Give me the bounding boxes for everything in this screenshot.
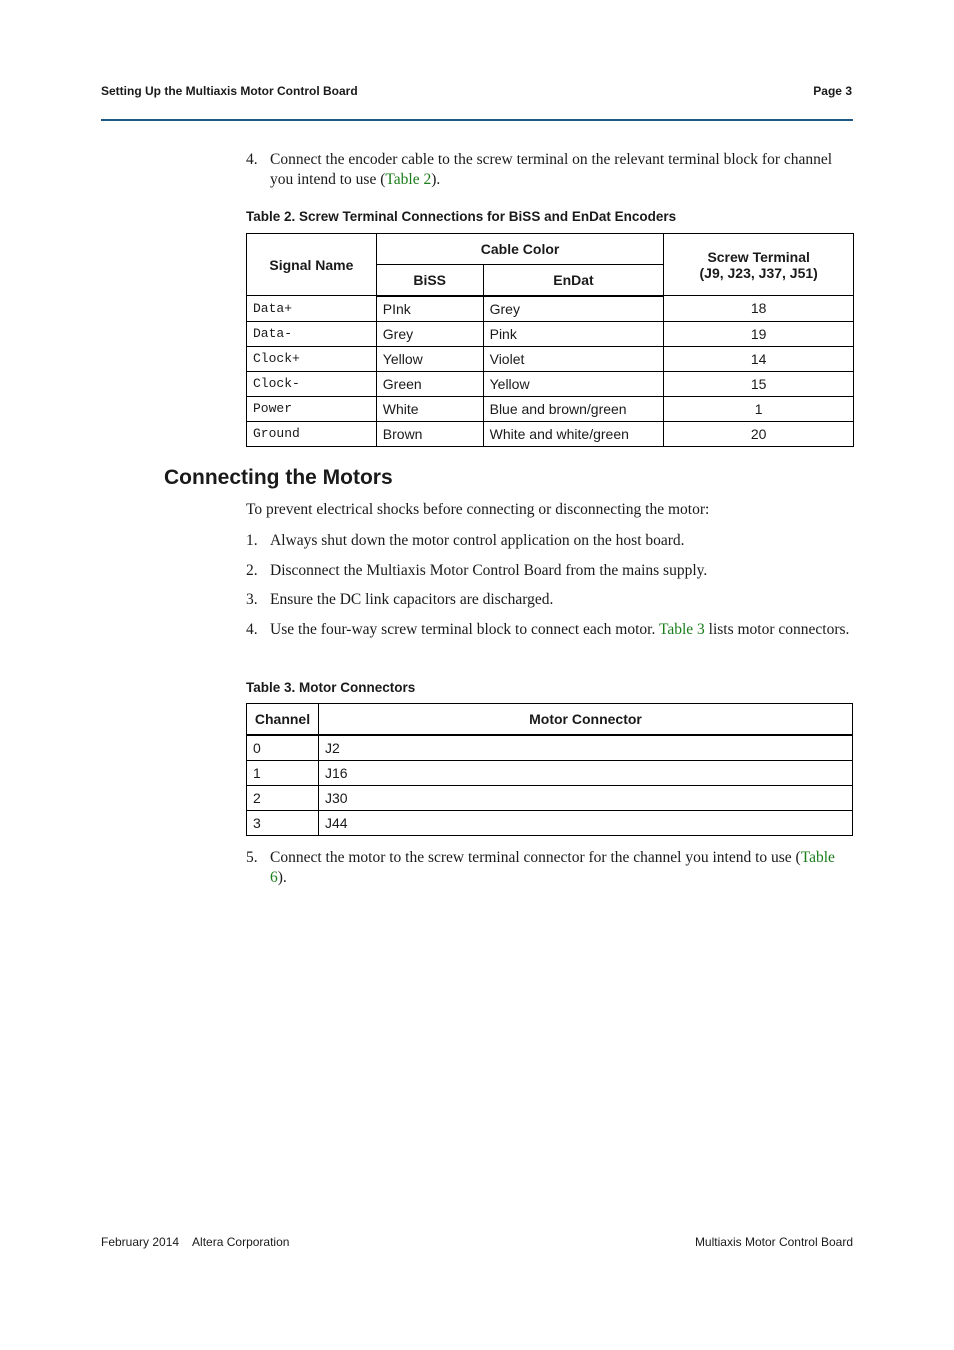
step-text: Use the four-way screw terminal block to connect each motor. Table 3 lists motor connectors. — [270, 621, 850, 638]
endat-cell: Violet — [483, 346, 664, 371]
section-heading: Connecting the Motors — [164, 466, 393, 489]
motor-step-3 — [246, 590, 853, 610]
signal-cell: Clock- — [247, 371, 377, 396]
table-row — [247, 735, 853, 761]
header-cable-color: Cable Color — [376, 234, 664, 265]
table-row — [247, 810, 853, 835]
motor-step-2 — [246, 561, 853, 581]
biss-cell: Grey — [376, 321, 483, 346]
footer-company: Altera Corporation — [192, 1235, 290, 1249]
channel-cell: 0 — [247, 735, 319, 761]
terminal-cell: 15 — [664, 371, 854, 396]
endat-cell: White and white/green — [483, 421, 664, 446]
channel-cell: 1 — [247, 760, 319, 785]
biss-cell: Green — [376, 371, 483, 396]
biss-cell: Yellow — [376, 346, 483, 371]
connector-cell: J16 — [318, 760, 852, 785]
screw-terminal-table — [246, 233, 854, 447]
header-divider — [101, 119, 853, 121]
channel-cell: 2 — [247, 785, 319, 810]
signal-cell: Data+ — [247, 296, 377, 322]
table-row — [247, 321, 854, 346]
terminal-cell: 14 — [664, 346, 854, 371]
footer-date: February 2014 — [101, 1235, 180, 1249]
endat-cell: Grey — [483, 296, 664, 322]
motor-step-4 — [246, 620, 853, 640]
step-text: Connect the encoder cable to the screw terminal on the relevant terminal block for channel you intend to use (Table 2). — [270, 151, 833, 188]
biss-cell: White — [376, 396, 483, 421]
header-endat: EnDat — [483, 265, 664, 296]
biss-cell: Brown — [376, 421, 483, 446]
channel-cell: 3 — [247, 810, 319, 835]
encoder-step-4 — [246, 150, 853, 190]
signal-cell: Ground — [247, 421, 377, 446]
endat-cell: Blue and brown/green — [483, 396, 664, 421]
motor-connectors-table — [246, 703, 853, 836]
motor-step-1 — [246, 531, 853, 551]
footer-left — [101, 1235, 289, 1249]
endat-cell: Yellow — [483, 371, 664, 396]
step-number: 4. — [246, 621, 258, 638]
table-row — [247, 785, 853, 810]
table-row — [247, 296, 854, 322]
table-2-link[interactable]: Table 2 — [385, 171, 432, 188]
header-channel: Channel — [247, 704, 319, 735]
table-6-link[interactable]: Table 6 — [270, 849, 835, 886]
step-text: Connect the motor to the screw terminal connector for the channel you intend to use (Table 6). — [270, 849, 835, 886]
motor-step-5 — [246, 848, 853, 888]
terminal-cell: 18 — [664, 296, 854, 322]
header-biss: BiSS — [376, 265, 483, 296]
table-3-link[interactable]: Table 3 — [658, 621, 705, 638]
footer-doc-title: Multiaxis Motor Control Board — [694, 1235, 853, 1249]
header-motor-connector: Motor Connector — [318, 704, 852, 735]
signal-cell: Power — [247, 396, 377, 421]
step-text: Ensure the DC link capacitors are discharged. — [270, 591, 554, 608]
step-number: 5. — [246, 849, 258, 866]
step-number: 4. — [246, 151, 258, 168]
table-row — [247, 396, 854, 421]
signal-cell: Clock+ — [247, 346, 377, 371]
header-signal-name: Signal Name — [247, 234, 377, 296]
step-number: 1. — [246, 532, 258, 549]
step-text: Always shut down the motor control application on the host board. — [270, 532, 685, 549]
step-number: 2. — [246, 562, 258, 579]
table-2-caption: Table 2. Screw Terminal Connections for BiSS and EnDat Encoders — [246, 209, 677, 224]
biss-cell: PInk — [376, 296, 483, 322]
connector-cell: J2 — [318, 735, 852, 761]
connector-cell: J44 — [318, 810, 852, 835]
terminal-cell: 20 — [664, 421, 854, 446]
signal-cell: Data- — [247, 321, 377, 346]
endat-cell: Pink — [483, 321, 664, 346]
running-header-title: Setting Up the Multiaxis Motor Control Board — [101, 84, 358, 98]
table-row — [247, 346, 854, 371]
header-screw-terminal: Screw Terminal (J9, J23, J37, J51) — [664, 234, 854, 296]
connector-cell: J30 — [318, 785, 852, 810]
table-row — [247, 421, 854, 446]
step-text: Disconnect the Multiaxis Motor Control Board from the mains supply. — [270, 562, 708, 579]
section-intro: To prevent electrical shocks before connecting or disconnecting the motor: — [246, 501, 710, 518]
terminal-cell: 1 — [664, 396, 854, 421]
table-row — [247, 760, 853, 785]
page-number: Page 3 — [813, 84, 852, 98]
terminal-cell: 19 — [664, 321, 854, 346]
step-number: 3. — [246, 591, 258, 608]
table-3-caption: Table 3. Motor Connectors — [246, 680, 416, 695]
table-row — [247, 371, 854, 396]
